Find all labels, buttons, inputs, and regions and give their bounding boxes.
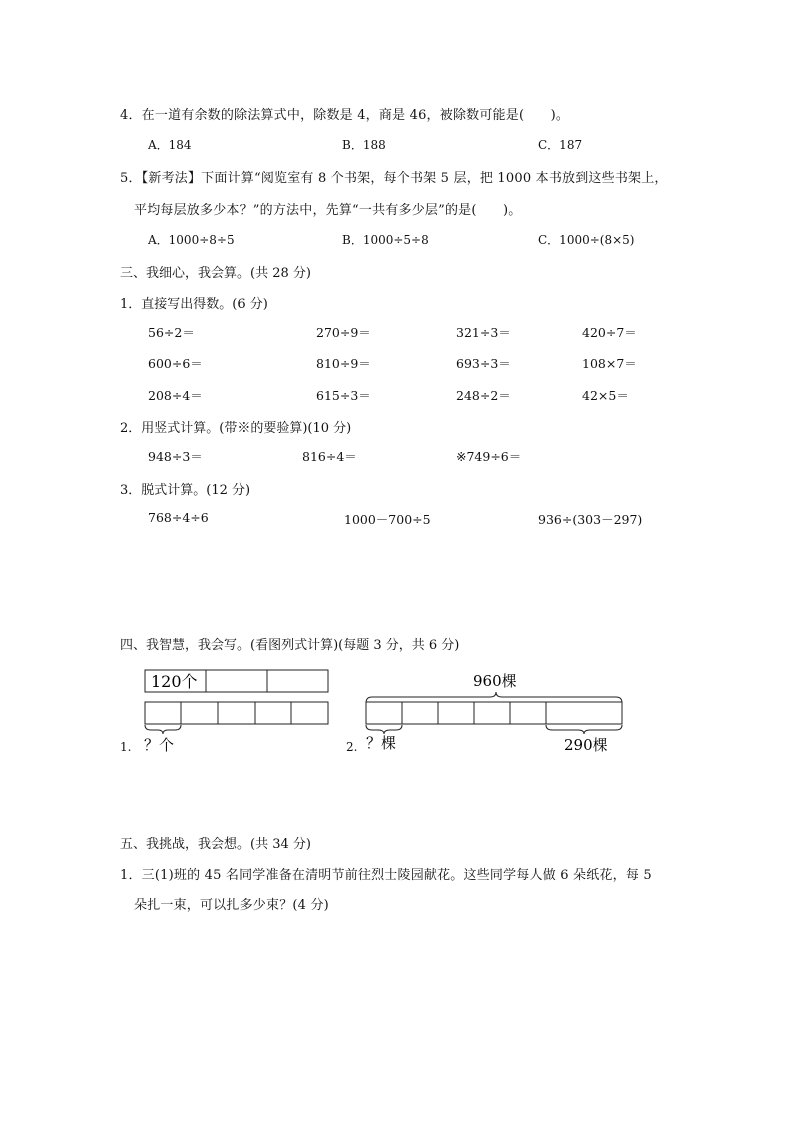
oral-calc-item: 600÷6＝	[148, 356, 203, 371]
top-bar-label: 120个	[151, 672, 198, 691]
question-5-option-c: C．1000÷(8×5)	[538, 233, 635, 247]
question-5-line-2: 平均每层放多少本？”的方法中，先算“一共有多少层”的是( )。	[134, 203, 522, 218]
question-4-option-a: A．184	[148, 138, 192, 152]
total-label: 960棵	[473, 672, 517, 690]
oral-calc-item: 42×5＝	[582, 388, 629, 403]
diagram-1	[118, 664, 338, 756]
question-5-option-a: A．1000÷8÷5	[148, 233, 235, 247]
step-calc-item: 768÷4÷6	[148, 510, 209, 525]
top-brace	[366, 692, 622, 703]
question-4-text: 4．在一道有余数的除法算式中，除数是 4，商是 46，被除数可能是( )。	[120, 108, 570, 123]
right-brace	[546, 725, 622, 734]
section-3-part-2-title: 2．用竖式计算。(带※的要验算)(10 分)	[120, 421, 352, 436]
diagram-2	[340, 664, 640, 756]
oral-calc-item: 321÷3＝	[456, 325, 511, 340]
oral-calc-item: 208÷4＝	[148, 388, 203, 403]
left-brace	[366, 725, 402, 734]
section-3-part-1-title: 1．直接写出得数。(6 分)	[120, 297, 268, 312]
bar	[366, 702, 622, 724]
question-4-option-c: C．187	[538, 138, 583, 152]
vertical-calc-item: 816÷4＝	[302, 449, 357, 464]
oral-calc-item: 810÷9＝	[316, 356, 371, 371]
right-label: 290棵	[564, 736, 608, 754]
oral-calc-item: 248÷2＝	[456, 388, 511, 403]
vertical-calc-item: ※749÷6＝	[456, 449, 522, 464]
section-5-title: 五、我挑战，我会想。(共 34 分)	[120, 837, 311, 852]
oral-calc-item: 420÷7＝	[582, 325, 637, 340]
section-5-question-1-line-2: 朵扎一束，可以扎多少束？(4 分)	[134, 898, 329, 913]
bottom-bar	[145, 702, 328, 724]
question-5-option-b: B．1000÷5÷8	[342, 233, 429, 247]
step-calc-item: 1000－700÷5	[344, 512, 431, 527]
section-3-part-3-title: 3．脱式计算。(12 分)	[120, 483, 251, 498]
oral-calc-item: 270÷9＝	[316, 325, 371, 340]
question-5-line-1: 5．【新考法】下面计算“阅览室有 8 个书架，每个书架 5 层，把 1000 本书放到这些书架上，	[120, 171, 668, 186]
figure-2-number: 2.	[346, 740, 358, 754]
bottom-bar-label: ？个	[144, 736, 175, 754]
left-label: ？棵	[366, 734, 397, 752]
oral-calc-item: 108×7＝	[582, 356, 637, 371]
oral-calc-item: 615÷3＝	[316, 388, 371, 403]
figure-1-number: 1.	[120, 740, 132, 754]
section-5-question-1-line-1: 1．三(1)班的 45 名同学准备在清明节前往烈士陵园献花。这些同学每人做 6 朵纸花，每 5	[120, 868, 652, 883]
oral-calc-item: 56÷2＝	[148, 325, 195, 340]
section-3-title: 三、我细心，我会算。(共 28 分)	[120, 266, 311, 281]
section-4-title: 四、我智慧，我会写。(看图列式计算)(每题 3 分，共 6 分)	[120, 638, 460, 653]
vertical-calc-item: 948÷3＝	[148, 449, 203, 464]
bottom-brace	[145, 725, 181, 734]
step-calc-item: 936÷(303－297)	[538, 512, 643, 527]
question-4-option-b: B．188	[342, 138, 386, 152]
oral-calc-item: 693÷3＝	[456, 356, 511, 371]
